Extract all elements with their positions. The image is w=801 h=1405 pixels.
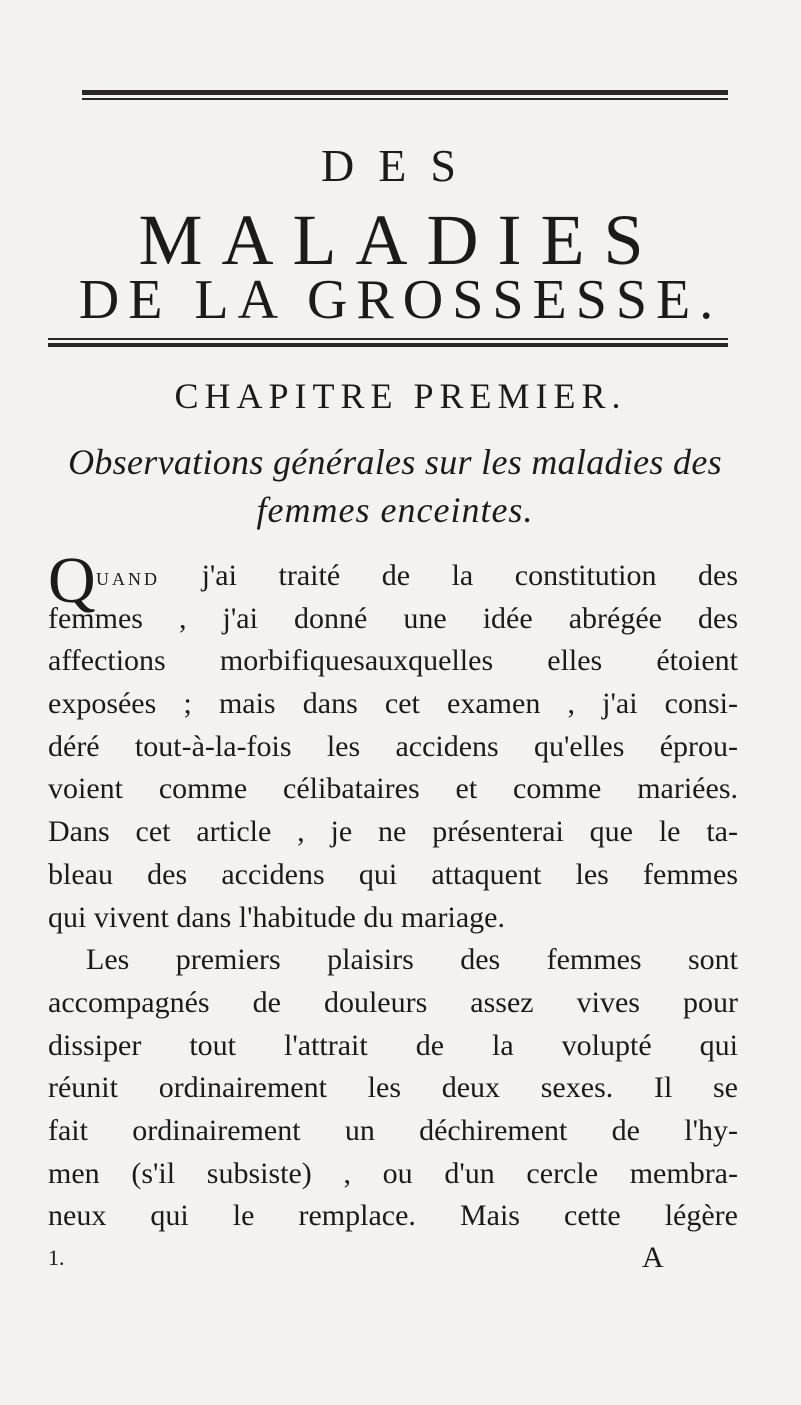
body-line: affections morbifiquesauxquelles elles étoient [48,644,738,678]
body-line: Les premiers plaisirs des femmes sont [86,943,738,977]
body-line: men (s'il subsiste) , ou d'un cercle membra- [48,1156,738,1190]
body-line: déré tout-à-la-fois les accidens qu'elles éprou- [48,729,738,763]
catchword: A [642,1241,664,1274]
body-line: dissiper tout l'attrait de la volupté qui [48,1028,738,1062]
body-line: exposées ; mais dans cet examen , j'ai consi- [48,687,738,721]
chapter-subtitle [45,438,745,534]
body-text [48,555,738,1238]
first-word-rest: uand [96,562,160,591]
body-line: Dans cet article , je ne présenterai que le ta- [48,815,738,849]
body-line: fait ordinairement un déchirement de l'hy- [48,1113,738,1147]
body-line: bleau des accidens qui attaquent les femmes [48,857,738,891]
subtitle-line-2: femmes enceintes. [256,490,534,530]
page-footer [48,1238,738,1278]
title-maladies: MALADIES [138,200,663,280]
title-des: DES [321,140,480,191]
top-double-rule [82,90,728,100]
chapter-heading: CHAPITRE PREMIER. [174,376,627,416]
body-line: accompagnés de douleurs assez vives pour [48,985,738,1019]
body-line: femmes , j'ai donné une idée abrégée des [48,601,738,635]
signature-mark: 1. [48,1245,65,1270]
drop-cap: Q [48,544,96,617]
title-grossesse: DE LA GROSSESSE. [78,269,723,331]
section-double-rule [48,338,728,347]
body-line: voient comme célibataires et comme mariées. [48,772,738,806]
first-line-rest: j'ai traité de la constitution des [201,559,738,592]
subtitle-line-1: Observations générales sur les maladies des [68,442,722,482]
body-line: réunit ordinairement les deux sexes. Il se [48,1071,738,1105]
body-line [48,555,738,598]
body-line: qui vivent dans l'habitude du mariage. [48,900,505,934]
body-line: neux qui le remplace. Mais cette légère [48,1199,738,1233]
